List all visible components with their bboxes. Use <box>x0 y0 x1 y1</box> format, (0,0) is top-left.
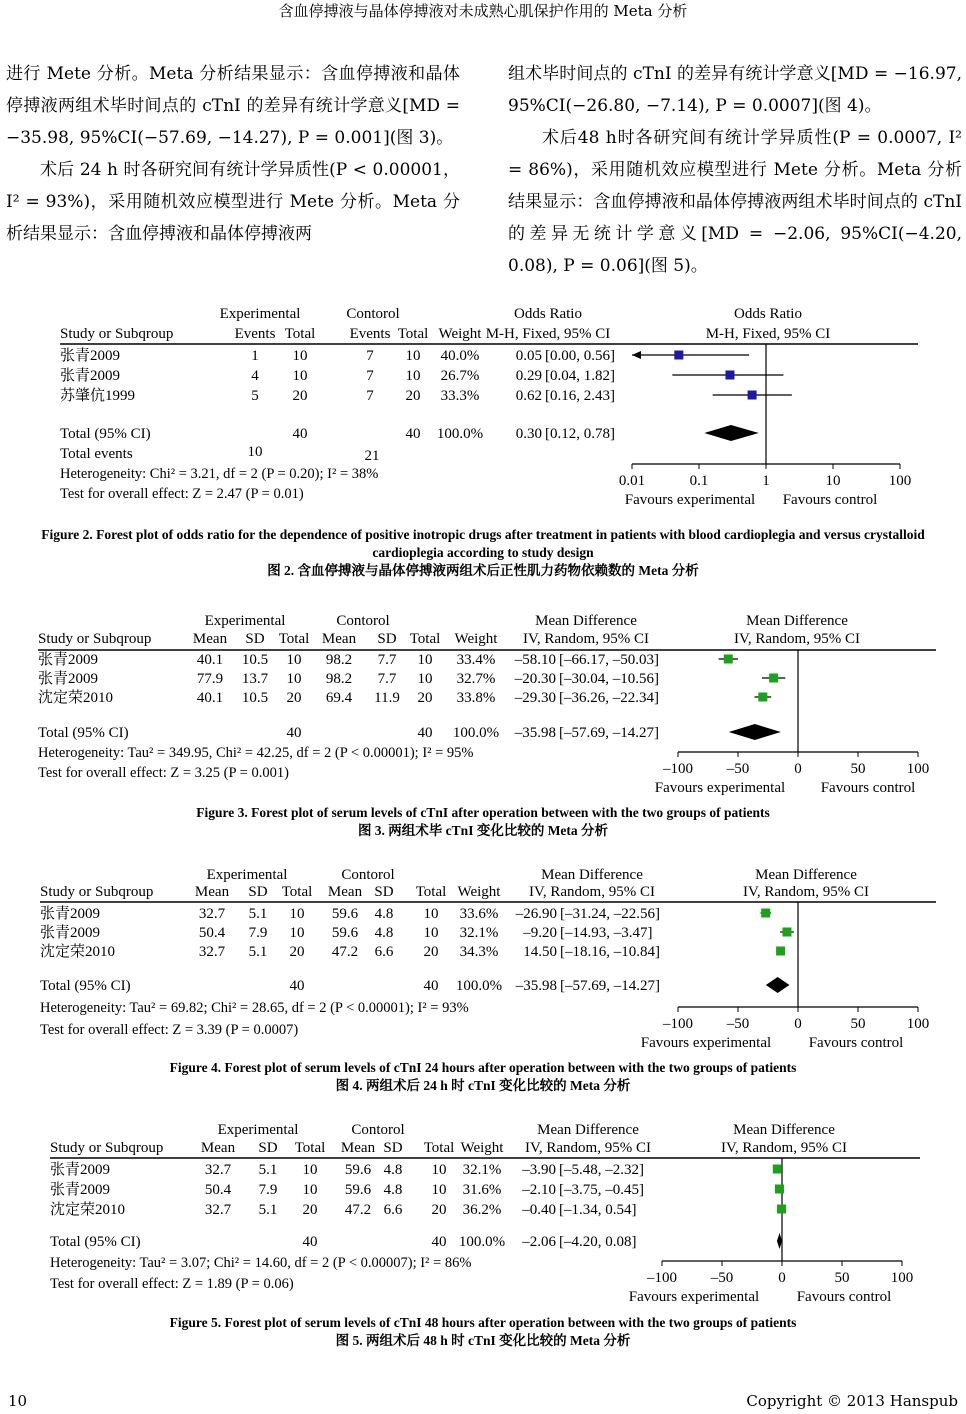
forest-plot-svg-fig3 <box>0 606 966 796</box>
study-marker <box>775 1185 784 1194</box>
study-marker <box>782 928 791 937</box>
exp-events: 5 <box>251 388 259 404</box>
exp-total: 10 <box>289 906 305 922</box>
forest-plot-figure-3 <box>0 606 966 796</box>
total-estimate: –35.98 <box>514 725 556 741</box>
x-tick-label: 0 <box>794 1016 802 1032</box>
header-ctl-sd: SD <box>377 631 397 647</box>
study-ci: [0.04, 1.82] <box>545 368 615 384</box>
overall-effect: Test for overall effect: Z = 3.39 (P = 0.0007) <box>40 1022 299 1038</box>
page-number: 10 <box>8 1392 28 1410</box>
ctl-total: 10 <box>431 1182 447 1198</box>
exp-sd: 10.5 <box>241 652 269 668</box>
ctl-total: 10 <box>431 1162 447 1178</box>
study-name: 沈定荣2010 <box>40 944 116 960</box>
x-tick-label: –50 <box>726 761 750 777</box>
header-study: Study or Subqroup <box>40 884 154 900</box>
total-ci: [–4.20, 0.08] <box>559 1234 637 1250</box>
x-tick-label: 0.01 <box>618 473 646 489</box>
figure-3-caption-zh: 图 3. 两组术毕 cTnI 变化比较的 Meta 分析 <box>357 823 609 838</box>
total-exp: 40 <box>292 426 308 442</box>
header-exp-mean: Mean <box>200 1140 236 1156</box>
ctl-mean: 59.6 <box>331 925 359 941</box>
header-ctl-total: Total <box>409 631 441 647</box>
header-plot-title: Mean Difference <box>755 867 857 883</box>
header-exp-total: Total <box>278 631 310 647</box>
header-ctl-total: Total <box>423 1140 455 1156</box>
x-tick-label: 100 <box>906 761 930 777</box>
x-tick-label: 0 <box>778 1270 786 1286</box>
study-weight: 31.6% <box>462 1182 502 1198</box>
header-weight: Weight <box>460 1140 504 1156</box>
exp-sd: 10.5 <box>241 690 269 706</box>
total-ctl: 40 <box>431 1234 447 1250</box>
total-events-exp: 10 <box>247 444 263 460</box>
ctl-events: 7 <box>366 348 374 364</box>
study-marker <box>777 1205 786 1214</box>
total-exp: 40 <box>289 978 305 994</box>
header-control: Contorol <box>341 867 395 883</box>
study-ci: [–30.04, –10.56] <box>559 671 659 687</box>
study-marker <box>776 947 785 956</box>
overall-effect: Test for overall effect: Z = 3.25 (P = 0.001) <box>38 765 289 781</box>
ctl-sd: 6.6 <box>374 944 394 960</box>
header-effect-method: IV, Random, 95% CI <box>523 631 649 647</box>
study-marker <box>773 1165 782 1174</box>
figure-4-caption-zh: 图 4. 两组术后 24 h 时 cTnI 变化比较的 Meta 分析 <box>335 1078 631 1093</box>
study-name: 沈定荣2010 <box>38 690 114 706</box>
x-tick-label: 100 <box>888 473 912 489</box>
header-effect-title: Odds Ratio <box>514 306 582 322</box>
study-estimate: –20.30 <box>514 671 556 687</box>
total-ctl: 40 <box>417 725 433 741</box>
header-exp-total: Total <box>284 326 316 342</box>
header-plot-title: Odds Ratio <box>734 306 802 322</box>
header-effect-title: Mean Difference <box>541 867 643 883</box>
study-weight: 26.7% <box>440 368 480 384</box>
header-weight: Weight <box>438 326 482 342</box>
header-exp-total: Total <box>281 884 313 900</box>
x-tick-label: 0.1 <box>689 473 709 489</box>
study-marker <box>769 674 778 683</box>
ctl-total: 20 <box>423 944 439 960</box>
exp-sd: 5.1 <box>258 1202 278 1218</box>
exp-total: 10 <box>292 348 308 364</box>
total-events-label: Total events <box>60 446 133 462</box>
study-name: 张青2009 <box>50 1162 111 1178</box>
exp-total: 20 <box>302 1202 318 1218</box>
total-ctl: 40 <box>405 426 421 442</box>
study-estimate: –58.10 <box>514 652 556 668</box>
ctl-mean: 47.2 <box>331 944 359 960</box>
figure-5-caption-en: Figure 5. Forest plot of serum levels of cTnI 48 hours after operation between with the two groups of patients <box>169 1315 797 1330</box>
figure-2-caption-zh: 图 2. 含血停搏液与晶体停搏液两组术后正性肌力药物依赖数的 Meta 分析 <box>267 563 699 578</box>
total-weight: 100.0% <box>455 978 503 994</box>
exp-mean: 32.7 <box>204 1202 232 1218</box>
header-study: Study or Subqroup <box>38 631 152 647</box>
ctl-events: 7 <box>366 368 374 384</box>
exp-total: 10 <box>286 671 302 687</box>
study-name: 张青2009 <box>60 368 121 384</box>
header-study: Study or Subqroup <box>60 326 174 342</box>
favours-control: Favours control <box>820 780 916 796</box>
header-exp-events: Events <box>234 326 276 342</box>
figure-3-caption-en: Figure 3. Forest plot of serum levels of cTnI after operation between with the two groups of patients <box>196 805 770 820</box>
header-ctl-mean: Mean <box>340 1140 376 1156</box>
paragraph: 组术毕时间点的 cTnI 的差异有统计学意义[MD = −16.97, 95%CI(−26.80, −7.14), P = 0.0007](图 4)。 <box>508 64 962 116</box>
x-tick-label: –100 <box>663 1016 693 1032</box>
x-tick-label: –100 <box>663 761 693 777</box>
header-plot-method: IV, Random, 95% CI <box>721 1140 847 1156</box>
pooled-diamond <box>777 1233 782 1249</box>
header-ctl-mean: Mean <box>321 631 357 647</box>
header-plot-method: IV, Random, 95% CI <box>743 884 869 900</box>
header-control: Contorol <box>346 306 400 322</box>
x-tick-label: 0 <box>794 761 802 777</box>
forest-plot-figure-4 <box>0 860 966 1050</box>
header-exp-mean: Mean <box>194 884 230 900</box>
ctl-sd: 7.7 <box>377 652 397 668</box>
study-weight: 36.2% <box>462 1202 502 1218</box>
study-ci: [–3.75, –0.45] <box>559 1182 644 1198</box>
header-ctl-total: Total <box>415 884 447 900</box>
total-exp: 40 <box>286 725 302 741</box>
exp-sd: 7.9 <box>248 925 268 941</box>
favours-control: Favours control <box>782 492 878 508</box>
paragraph: 术后48 h时各研究间有统计学异质性(P = 0.0007, I² = 86%)，采用随机效应模型进行 Mete 分析。Meta 分析结果显示：含血停搏液和晶体停搏液两组术毕时间点的 cTnI 的差异无统计学意义[MD = −2.06, 95%CI(−4.20, 0.08), P = 0.06](图 5)。 <box>508 128 962 276</box>
total-ctl: 40 <box>423 978 439 994</box>
study-estimate: –9.20 <box>523 925 557 941</box>
paragraph: 术后 24 h 时各研究间有统计学异质性(P < 0.00001，I² = 93%)，采用随机效应模型进行 Mete 分析。Meta 分析结果显示：含血停搏液和晶体停搏液两 <box>6 160 460 244</box>
ctl-sd: 4.8 <box>374 906 394 922</box>
ctl-sd: 11.9 <box>374 690 400 706</box>
study-estimate: –3.90 <box>522 1162 556 1178</box>
x-tick-label: –100 <box>647 1270 677 1286</box>
study-estimate: 0.05 <box>515 348 542 364</box>
favours-control: Favours control <box>796 1289 892 1305</box>
study-estimate: –29.30 <box>514 690 556 706</box>
exp-sd: 5.1 <box>248 944 268 960</box>
study-weight: 33.6% <box>459 906 499 922</box>
header-study: Study or Subqroup <box>50 1140 164 1156</box>
exp-total: 20 <box>289 944 305 960</box>
study-marker <box>674 351 683 360</box>
overall-effect: Test for overall effect: Z = 2.47 (P = 0.01) <box>60 486 304 502</box>
forest-plot-svg-fig4 <box>0 860 966 1050</box>
header-plot-title: Mean Difference <box>746 613 848 629</box>
header-exp-total: Total <box>294 1140 326 1156</box>
study-ci: [–18.16, –10.84] <box>560 944 660 960</box>
study-name: 张青2009 <box>38 652 99 668</box>
favours-experimental: Favours experimental <box>624 492 756 508</box>
total-label: Total (95% CI) <box>60 426 151 442</box>
study-ci: [–5.48, –2.32] <box>559 1162 644 1178</box>
total-estimate: –35.98 <box>515 978 557 994</box>
exp-total: 10 <box>302 1182 318 1198</box>
study-estimate: –26.90 <box>515 906 557 922</box>
exp-mean: 77.9 <box>196 671 224 687</box>
study-weight: 32.1% <box>462 1162 502 1178</box>
exp-sd: 7.9 <box>258 1182 278 1198</box>
x-tick-label: –50 <box>710 1270 734 1286</box>
header-experimental: Experimental <box>217 1122 299 1138</box>
study-weight: 33.4% <box>456 652 496 668</box>
header-experimental: Experimental <box>204 613 286 629</box>
ctl-sd: 4.8 <box>374 925 394 941</box>
body-left-column <box>6 58 460 250</box>
ctl-mean: 98.2 <box>325 652 353 668</box>
ctl-sd: 7.7 <box>377 671 397 687</box>
favours-experimental: Favours experimental <box>628 1289 760 1305</box>
running-header: 含血停搏液与晶体停搏液对未成熟心肌保护作用的 Meta 分析 <box>278 2 688 20</box>
exp-total: 10 <box>286 652 302 668</box>
study-marker <box>748 391 757 400</box>
exp-mean: 40.1 <box>196 652 224 668</box>
total-weight: 100.0% <box>458 1234 506 1250</box>
ctl-total: 10 <box>423 925 439 941</box>
study-weight: 40.0% <box>440 348 480 364</box>
study-weight: 33.3% <box>440 388 480 404</box>
x-tick-label: 50 <box>850 761 866 777</box>
x-tick-label: 100 <box>906 1016 930 1032</box>
ctl-mean: 59.6 <box>331 906 359 922</box>
ctl-mean: 59.6 <box>344 1182 372 1198</box>
header-weight: Weight <box>457 884 501 900</box>
ctl-sd: 6.6 <box>383 1202 403 1218</box>
ctl-total: 20 <box>431 1202 447 1218</box>
ctl-total: 10 <box>417 652 433 668</box>
exp-total: 10 <box>292 368 308 384</box>
study-name: 张青2009 <box>40 906 101 922</box>
header-plot-method: M-H, Fixed, 95% CI <box>705 326 831 342</box>
exp-events: 4 <box>251 368 259 384</box>
total-estimate: –2.06 <box>522 1234 556 1250</box>
header-exp-sd: SD <box>245 631 265 647</box>
header-experimental: Experimental <box>206 867 288 883</box>
heterogeneity: Heterogeneity: Chi² = 3.21, df = 2 (P = 0.20); I² = 38% <box>60 466 379 482</box>
study-weight: 33.8% <box>456 690 496 706</box>
study-marker <box>758 693 767 702</box>
ctl-sd: 4.8 <box>383 1162 403 1178</box>
total-ci: [0.12, 0.78] <box>545 426 615 442</box>
study-estimate: 14.50 <box>523 944 557 960</box>
figure-5-caption <box>0 1314 966 1350</box>
exp-sd: 13.7 <box>241 671 269 687</box>
total-label: Total (95% CI) <box>38 725 129 741</box>
figure-3-caption <box>0 804 966 840</box>
exp-total: 20 <box>292 388 308 404</box>
study-name: 苏肇伉1999 <box>60 388 136 404</box>
header-exp-sd: SD <box>258 1140 278 1156</box>
figure-4-caption <box>0 1059 966 1095</box>
forest-plot-svg-fig2 <box>0 298 966 518</box>
study-name: 张青2009 <box>60 348 121 364</box>
copyright: Copyright © 2013 Hanspub <box>746 1392 958 1410</box>
ctl-total: 10 <box>423 906 439 922</box>
exp-mean: 32.7 <box>204 1162 232 1178</box>
total-label: Total (95% CI) <box>50 1234 141 1250</box>
total-ci: [–57.69, –14.27] <box>559 725 659 741</box>
forest-plot-figure-5 <box>0 1116 966 1306</box>
exp-mean: 40.1 <box>196 690 224 706</box>
exp-total: 10 <box>289 925 305 941</box>
study-estimate: –0.40 <box>522 1202 556 1218</box>
exp-mean: 32.7 <box>198 944 226 960</box>
study-weight: 32.1% <box>459 925 499 941</box>
ctl-total: 10 <box>417 671 433 687</box>
figure-4-caption-en: Figure 4. Forest plot of serum levels of cTnI 24 hours after operation between with the two groups of patients <box>169 1060 797 1075</box>
study-ci: [–14.93, –3.47] <box>560 925 653 941</box>
header-ctl-sd: SD <box>374 884 394 900</box>
figure-5-caption-zh: 图 5. 两组术后 48 h 时 cTnI 变化比较的 Meta 分析 <box>335 1333 631 1348</box>
total-label: Total (95% CI) <box>40 978 131 994</box>
total-ci: [–57.69, –14.27] <box>560 978 660 994</box>
header-control: Contorol <box>351 1122 405 1138</box>
study-name: 张青2009 <box>40 925 101 941</box>
paragraph: 进行 Mete 分析。Meta 分析结果显示：含血停搏液和晶体停搏液两组术毕时间点的 cTnI 的差异有统计学意义[MD = −35.98, 95%CI(−57.69, −14.27), P = 0.001](图 3)。 <box>6 64 460 148</box>
header-effect-method: IV, Random, 95% CI <box>525 1140 651 1156</box>
overall-effect: Test for overall effect: Z = 1.89 (P = 0.06) <box>50 1276 294 1292</box>
study-marker <box>725 371 734 380</box>
x-tick-label: 100 <box>890 1270 914 1286</box>
ctl-total: 20 <box>417 690 433 706</box>
ctl-total: 10 <box>405 348 421 364</box>
heterogeneity: Heterogeneity: Tau² = 69.82; Chi² = 28.65, df = 2 (P < 0.00001); I² = 93% <box>40 1000 469 1016</box>
forest-plot-figure-2 <box>0 298 966 518</box>
x-tick-label: 10 <box>825 473 841 489</box>
total-estimate: 0.30 <box>515 426 542 442</box>
study-marker <box>761 909 770 918</box>
header-ctl-total: Total <box>397 326 429 342</box>
study-ci: [0.00, 0.56] <box>545 348 615 364</box>
exp-mean: 32.7 <box>198 906 226 922</box>
header-effect-title: Mean Difference <box>535 613 637 629</box>
pooled-diamond <box>729 724 781 740</box>
study-name: 张青2009 <box>50 1182 111 1198</box>
figure-2-caption <box>0 526 966 580</box>
total-weight: 100.0% <box>436 426 484 442</box>
header-exp-sd: SD <box>248 884 268 900</box>
favours-control: Favours control <box>808 1035 904 1050</box>
header-ctl-sd: SD <box>383 1140 403 1156</box>
heterogeneity: Heterogeneity: Tau² = 349.95, Chi² = 42.25, df = 2 (P < 0.00001); I² = 95% <box>38 745 474 761</box>
study-estimate: 0.29 <box>515 368 542 384</box>
study-name: 张青2009 <box>38 671 99 687</box>
header-effect-method: M-H, Fixed, 95% CI <box>485 326 611 342</box>
favours-experimental: Favours experimental <box>640 1035 772 1050</box>
study-ci: [0.16, 2.43] <box>545 388 615 404</box>
header-plot-title: Mean Difference <box>733 1122 835 1138</box>
study-estimate: 0.62 <box>515 388 542 404</box>
x-tick-label: 50 <box>850 1016 866 1032</box>
exp-mean: 50.4 <box>204 1182 232 1198</box>
ctl-events: 7 <box>366 388 374 404</box>
study-weight: 34.3% <box>459 944 499 960</box>
study-estimate: –2.10 <box>522 1182 556 1198</box>
study-weight: 32.7% <box>456 671 496 687</box>
exp-mean: 50.4 <box>198 925 226 941</box>
ctl-sd: 4.8 <box>383 1182 403 1198</box>
study-ci: [–1.34, 0.54] <box>559 1202 637 1218</box>
study-marker <box>724 655 733 664</box>
header-effect-title: Mean Difference <box>537 1122 639 1138</box>
exp-sd: 5.1 <box>248 906 268 922</box>
header-experimental: Experimental <box>219 306 301 322</box>
x-tick-label: –50 <box>726 1016 750 1032</box>
total-exp: 40 <box>302 1234 318 1250</box>
header-exp-mean: Mean <box>192 631 228 647</box>
total-events-ctl: 21 <box>364 448 380 464</box>
heterogeneity: Heterogeneity: Tau² = 3.07; Chi² = 14.60, df = 2 (P < 0.00007); I² = 86% <box>50 1255 472 1271</box>
ctl-mean: 47.2 <box>344 1202 372 1218</box>
exp-events: 1 <box>251 348 259 364</box>
body-right-column <box>508 58 962 282</box>
header-weight: Weight <box>454 631 498 647</box>
header-control: Contorol <box>336 613 390 629</box>
study-name: 沈定荣2010 <box>50 1202 126 1218</box>
exp-total: 10 <box>302 1162 318 1178</box>
total-weight: 100.0% <box>452 725 500 741</box>
study-ci: [–31.24, –22.56] <box>560 906 660 922</box>
figure-2-caption-en: Figure 2. Forest plot of odds ratio for the dependence of positive inotropic drugs after treatment in patients with blood cardioplegia and versus crystalloid cardioplegia according to study design <box>41 527 925 560</box>
header-ctl-events: Events <box>349 326 391 342</box>
pooled-diamond <box>766 977 790 993</box>
ctl-mean: 59.6 <box>344 1162 372 1178</box>
ctl-mean: 69.4 <box>325 690 353 706</box>
ctl-total: 20 <box>405 388 421 404</box>
study-ci: [–66.17, –50.03] <box>559 652 659 668</box>
header-effect-method: IV, Random, 95% CI <box>529 884 655 900</box>
pooled-diamond <box>704 425 758 441</box>
ctl-mean: 98.2 <box>325 671 353 687</box>
header-plot-method: IV, Random, 95% CI <box>734 631 860 647</box>
exp-total: 20 <box>286 690 302 706</box>
x-tick-label: 50 <box>834 1270 850 1286</box>
x-tick-label: 1 <box>762 473 770 489</box>
ci-arrow-icon <box>632 351 641 359</box>
exp-sd: 5.1 <box>258 1162 278 1178</box>
header-ctl-mean: Mean <box>327 884 363 900</box>
ctl-total: 10 <box>405 368 421 384</box>
forest-plot-svg-fig5 <box>0 1116 966 1306</box>
favours-experimental: Favours experimental <box>654 780 786 796</box>
study-ci: [–36.26, –22.34] <box>559 690 659 706</box>
